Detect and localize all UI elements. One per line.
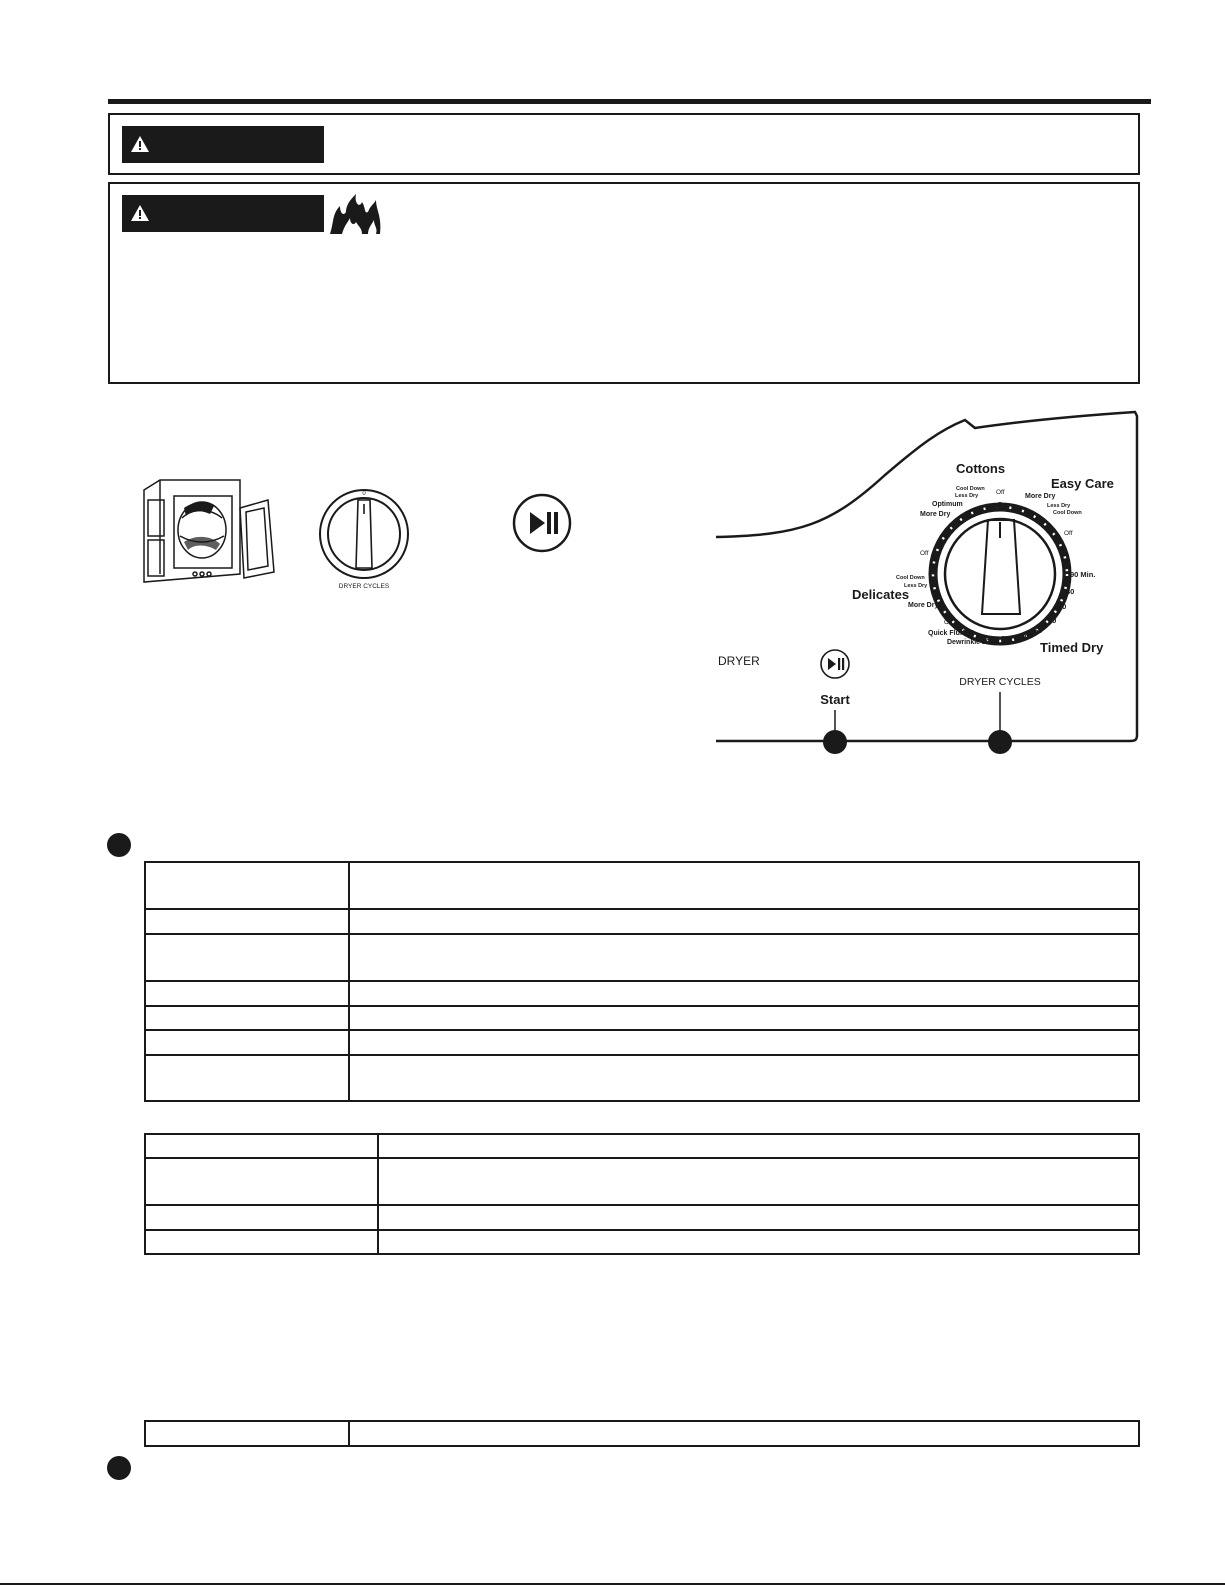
table-cell (145, 862, 349, 909)
table-cell (349, 1030, 1139, 1055)
table-cell (145, 1421, 349, 1446)
table-cell (349, 1421, 1139, 1446)
panel-brand-label: DRYER (718, 654, 760, 668)
cycle-easy-care: Easy Care (1051, 476, 1114, 491)
setting-label: Off (1064, 530, 1073, 537)
setting-label: Cool Down (956, 486, 985, 492)
table-row (145, 934, 1139, 981)
warning-signal-bar (122, 195, 324, 232)
setting-label: 30 (1001, 634, 1010, 643)
warning-triangle-icon (131, 205, 149, 221)
table-cell (145, 1205, 378, 1230)
panel-knob-caption: DRYER CYCLES (959, 676, 1041, 688)
setting-label: 90 Min. (1070, 570, 1096, 579)
table-cell (145, 1230, 378, 1254)
play-pause-icon (511, 492, 573, 554)
table-cell (378, 1230, 1139, 1254)
table-row (145, 1230, 1139, 1254)
setting-label: Less Dry (904, 583, 928, 589)
cycle-timed-dry: Timed Dry (1040, 640, 1104, 655)
control-panel-illustration (700, 404, 1150, 764)
table-cell (145, 1158, 378, 1205)
table-row (145, 862, 1139, 909)
top-rule (108, 99, 1151, 104)
setting-label: 40 (1018, 632, 1027, 641)
table-cell (378, 1158, 1139, 1205)
table-row (145, 1421, 1139, 1446)
table-cell (378, 1205, 1139, 1230)
setting-label: Off (944, 619, 953, 626)
setting-label: Less Dry (1047, 503, 1071, 509)
table-cell (349, 934, 1139, 981)
cycle-cottons: Cottons (956, 461, 1006, 476)
table-cell (145, 981, 349, 1006)
table-cell (145, 909, 349, 934)
table-row (145, 1006, 1139, 1030)
table-cell (349, 862, 1139, 909)
warning-box-1 (108, 113, 1140, 175)
table-cell (349, 1006, 1139, 1030)
table-cell (349, 909, 1139, 934)
callout-marker (823, 730, 847, 754)
setting-label: Off (920, 550, 929, 557)
dryer-cycles-knob-thumbnail (314, 486, 414, 592)
table-row (145, 1158, 1139, 1205)
table-row (145, 1055, 1139, 1101)
settings-table (144, 1133, 1140, 1255)
table-cell (378, 1134, 1139, 1158)
fire-hazard-icon (328, 192, 384, 236)
table-row (145, 1030, 1139, 1055)
cycle-delicates: Delicates (852, 587, 910, 602)
option-table (144, 1420, 1140, 1447)
table-cell (145, 1030, 349, 1055)
knob-thumb-mark: 0 (362, 491, 366, 497)
table-cell (145, 1134, 378, 1158)
knob-thumb-caption: DRYER CYCLES (338, 583, 390, 590)
callout-marker (988, 730, 1012, 754)
setting-label: More Dry (1025, 493, 1056, 500)
setting-label: 80 (1066, 587, 1075, 596)
table-row (145, 981, 1139, 1006)
table-row (145, 909, 1139, 934)
setting-label: More Dry (920, 511, 951, 518)
table-row (145, 1205, 1139, 1230)
table-cell (145, 1006, 349, 1030)
table-cell (349, 981, 1139, 1006)
table-row (145, 1134, 1139, 1158)
table-cell (145, 934, 349, 981)
start-label: Start (820, 692, 850, 707)
warning-triangle-icon (131, 136, 149, 152)
warning-signal-bar (122, 126, 324, 163)
setting-label: 60 (1048, 616, 1057, 625)
warning-box-2 (108, 182, 1140, 384)
setting-label: Cool Down (1053, 510, 1082, 516)
setting-label: 50 (1034, 626, 1043, 635)
table-cell (349, 1055, 1139, 1101)
setting-label: Dewrinkle 20 (947, 639, 990, 646)
cycle-table (144, 861, 1140, 1102)
setting-label: Optimum (932, 501, 963, 508)
setting-label: Off (996, 489, 1005, 496)
setting-label: 70 (1058, 602, 1067, 611)
setting-label: Cool Down (896, 575, 925, 581)
setting-label: Less Dry (955, 493, 979, 499)
dryer-open-door-illustration (140, 478, 280, 588)
section-bullet-2 (107, 1456, 131, 1480)
table-cell (145, 1055, 349, 1101)
section-bullet-1 (107, 833, 131, 857)
setting-label: Quick Fluff 10 (928, 630, 975, 637)
setting-label: More Dry (908, 602, 939, 609)
